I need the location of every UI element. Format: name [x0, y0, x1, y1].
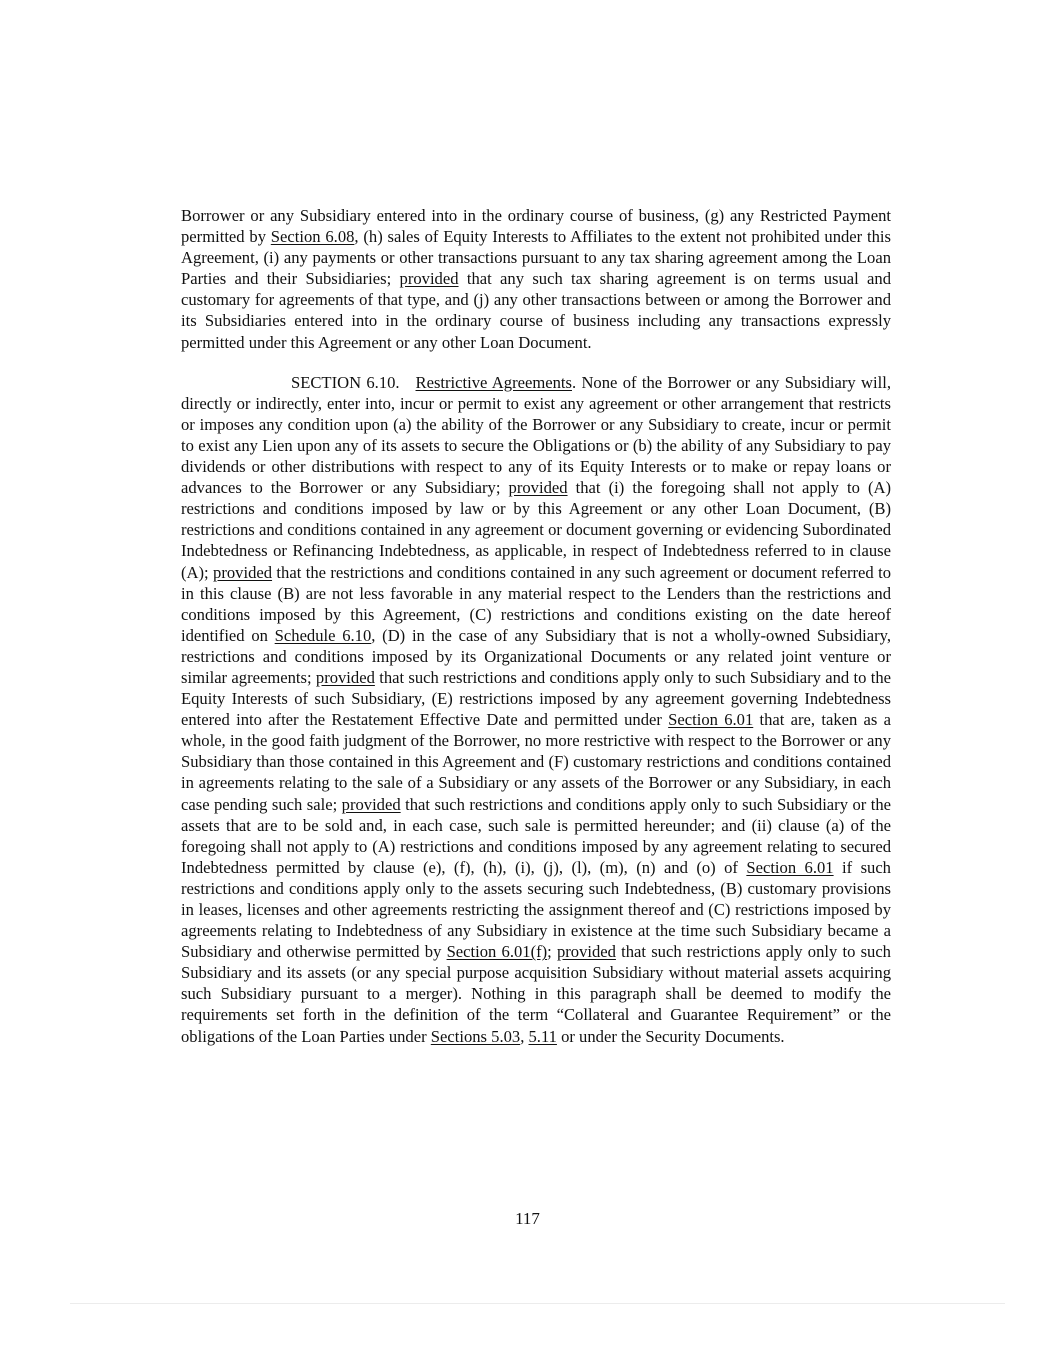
text-run: that such restrictions and conditions apply only to such Subsidiary and to the Equity Interests of such Subsidiary, (E) restrictions imposed by any agreement governing Indebtedness entered into after the Restatement Effective Date and permitted under	[181, 667, 891, 730]
cross-reference: provided	[399, 269, 459, 289]
cross-reference: provided	[556, 942, 616, 962]
cross-reference: Section 6.08	[270, 227, 355, 247]
text-run: or under the Security Documents.	[556, 1026, 785, 1046]
text-run: that any such tax sharing agreement is on terms usual and customary for agreements of that type, and (j) any other transactions between or among the Borrower and its Subsidiaries entered into in the ordinary course of business including any transactions expressly permitted under this Agreement or any other Loan Document.	[181, 269, 891, 352]
text-run: . None of the Borrower or any Subsidiary will, directly or indirectly, enter into, incur or permit to exist any agreement or other arrangement that restricts or imposes any condition upon (a) the ability of the Borrower or any Subsidiary to create, incur or permit to exist any Lien upon any of its assets to secure the Obligations or (b) the ability of any Subsidiary to pay dividends or other distributions with respect to any of its Equity Interests or to make or repay loans or advances to the Borrower or any Subsidiary;	[181, 372, 891, 498]
section-label: SECTION 6.10.	[291, 372, 400, 392]
cross-reference: provided	[213, 562, 273, 582]
text-run: that (i) the foregoing shall not apply to (A) restrictions and conditions imposed by law or by this Agreement or any other Loan Document, (B) restrictions and conditions contained in any agreement or document governing or evidencing Subordinated Indebtedness or Refinancing Indebtedness, as applicable, in respect of Indebtedness referred to in clause (A);	[181, 478, 891, 582]
text-run: ,	[520, 1026, 529, 1046]
text-run: that such restrictions and conditions apply only to such Subsidiary or the assets that are to be sold and, in each case, such sale is permitted hereunder; and (ii) clause (a) of the foregoing shall not apply to (A) restrictions and conditions imposed by any agreement relating to secured Indebtedness permitted by clause (e), (f), (h), (i), (j), (l), (m), (n) and (o) of	[181, 794, 891, 877]
paragraph-transactions-with-affiliates	[181, 205, 891, 353]
paragraph-section-6-10	[181, 372, 891, 1047]
section-6-10-body	[181, 373, 891, 1046]
cross-reference: Schedule 6.10	[274, 625, 372, 645]
text-run: if such restrictions and conditions apply only to the assets securing such Indebtedness, (B) customary provisions in leases, licenses and other agreements restricting the assignment thereof and (C) restrictions imposed by agreements relating to Indebtedness of any Subsidiary in existence at the time such Subsidiary became a Subsidiary and otherwise permitted by	[181, 857, 891, 962]
text-run: that the restrictions and conditions contained in any such agreement or document referred to in this clause (B) are not less favorable in any material respect to the Lenders than the restrictions and conditions imposed by this Agreement, (C) restrictions and conditions existing on the date hereof identified on	[181, 562, 892, 645]
cross-reference: 5.11	[528, 1026, 557, 1046]
page-number: 117	[515, 1209, 540, 1228]
text-run: ;	[547, 942, 557, 962]
text-run: , (D) in the case of any Subsidiary that is not a wholly-owned Subsidiary, restrictions and conditions imposed by its Organizational Documents or any related joint venture or similar agreements;	[181, 625, 891, 687]
text-run: Borrower or any Subsidiary entered into in the ordinary course of business, (g) any Restricted Payment permitted by	[181, 206, 891, 247]
cross-reference: Sections 5.03	[430, 1026, 521, 1046]
cross-reference: Section 6.01(f)	[446, 942, 548, 962]
text-run: that such restrictions apply only to such Subsidiary and its assets (or any special purpose acquisition Subsidiary without material assets acquiring such Subsidiary pursuant to a merger). Nothing in this paragraph shall be deemed to modify the requirements set forth in the definition of the term “Collateral and Guarantee Requirement” or the obligations of the Loan Parties under	[181, 942, 891, 1046]
document-body	[181, 205, 891, 1066]
text-run: , (h) sales of Equity Interests to Affiliates to the extent not prohibited under this Agreement, (i) any payments or other transactions pursuant to any tax sharing agreement among the Loan Parties and their Subsidiaries;	[181, 227, 891, 289]
cross-reference: provided	[315, 667, 375, 687]
cross-reference: Section 6.01	[668, 710, 754, 730]
cross-reference: provided	[508, 478, 568, 498]
cross-reference: Section 6.01	[746, 857, 834, 877]
bottom-divider	[70, 1303, 1005, 1304]
text-run: that are, taken as a whole, in the good faith judgment of the Borrower, no more restrictive with respect to the Borrower or any Subsidiary than those contained in this Agreement and (F) customary restrictions and conditions contained in agreements relating to the sale of a Subsidiary or any assets of the Borrower or any Subsidiary, in each case pending such sale;	[181, 710, 891, 814]
cross-reference: provided	[341, 794, 401, 814]
section-title: Restrictive Agreements	[415, 372, 572, 392]
